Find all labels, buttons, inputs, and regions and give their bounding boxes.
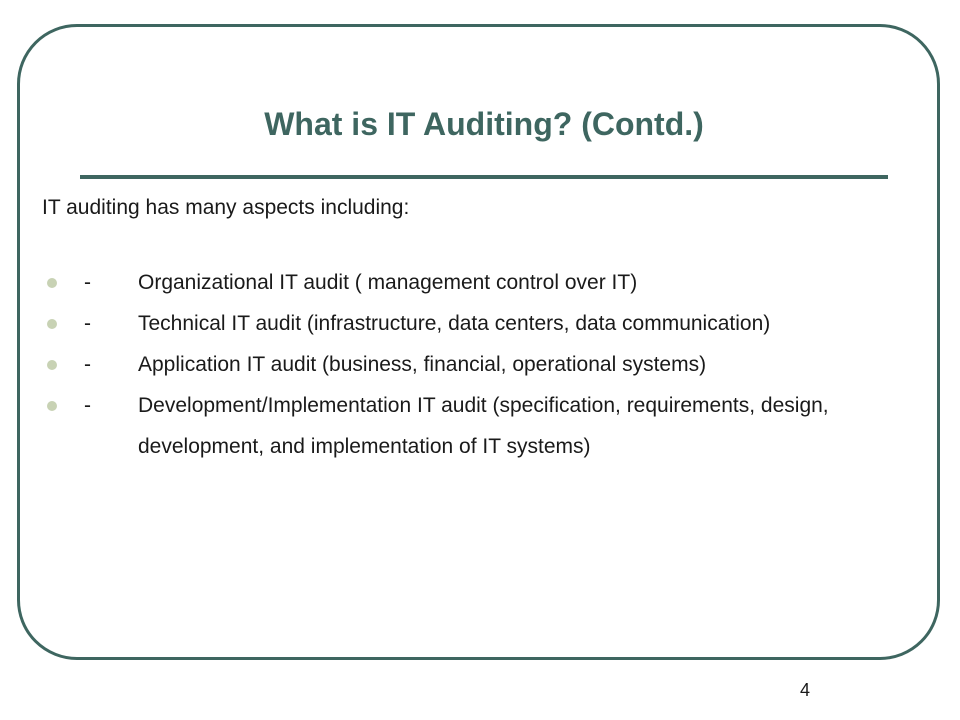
bullet-dot-icon	[47, 401, 57, 411]
page-number: 4	[800, 680, 811, 700]
bullet-item	[42, 262, 912, 303]
bullet-dot-icon	[47, 360, 57, 370]
bullet-dot-icon	[47, 319, 57, 329]
slide-title: What is IT Auditing? (Contd.)	[264, 106, 704, 142]
bullet-dash: -	[84, 312, 91, 335]
bullet-dot-icon	[47, 278, 57, 288]
bullet-text: Technical IT audit (infrastructure, data centers, data communication)	[138, 312, 771, 335]
intro-text: IT auditing has many aspects including:	[42, 196, 410, 219]
bullet-item	[42, 385, 912, 467]
bullet-text: Development/Implementation IT audit (specification, requirements, design, development, and implementation of IT systems)	[138, 394, 829, 458]
bullet-text: Application IT audit (business, financial, operational systems)	[138, 353, 707, 376]
bullet-list	[42, 262, 912, 467]
bullet-item	[42, 344, 912, 385]
bullet-text: Organizational IT audit ( management control over IT)	[138, 271, 638, 294]
title-underline	[80, 175, 888, 179]
bullet-dash: -	[84, 271, 91, 294]
bullet-item	[42, 303, 912, 344]
bullet-dash: -	[84, 353, 91, 376]
bullet-dash: -	[84, 394, 91, 417]
